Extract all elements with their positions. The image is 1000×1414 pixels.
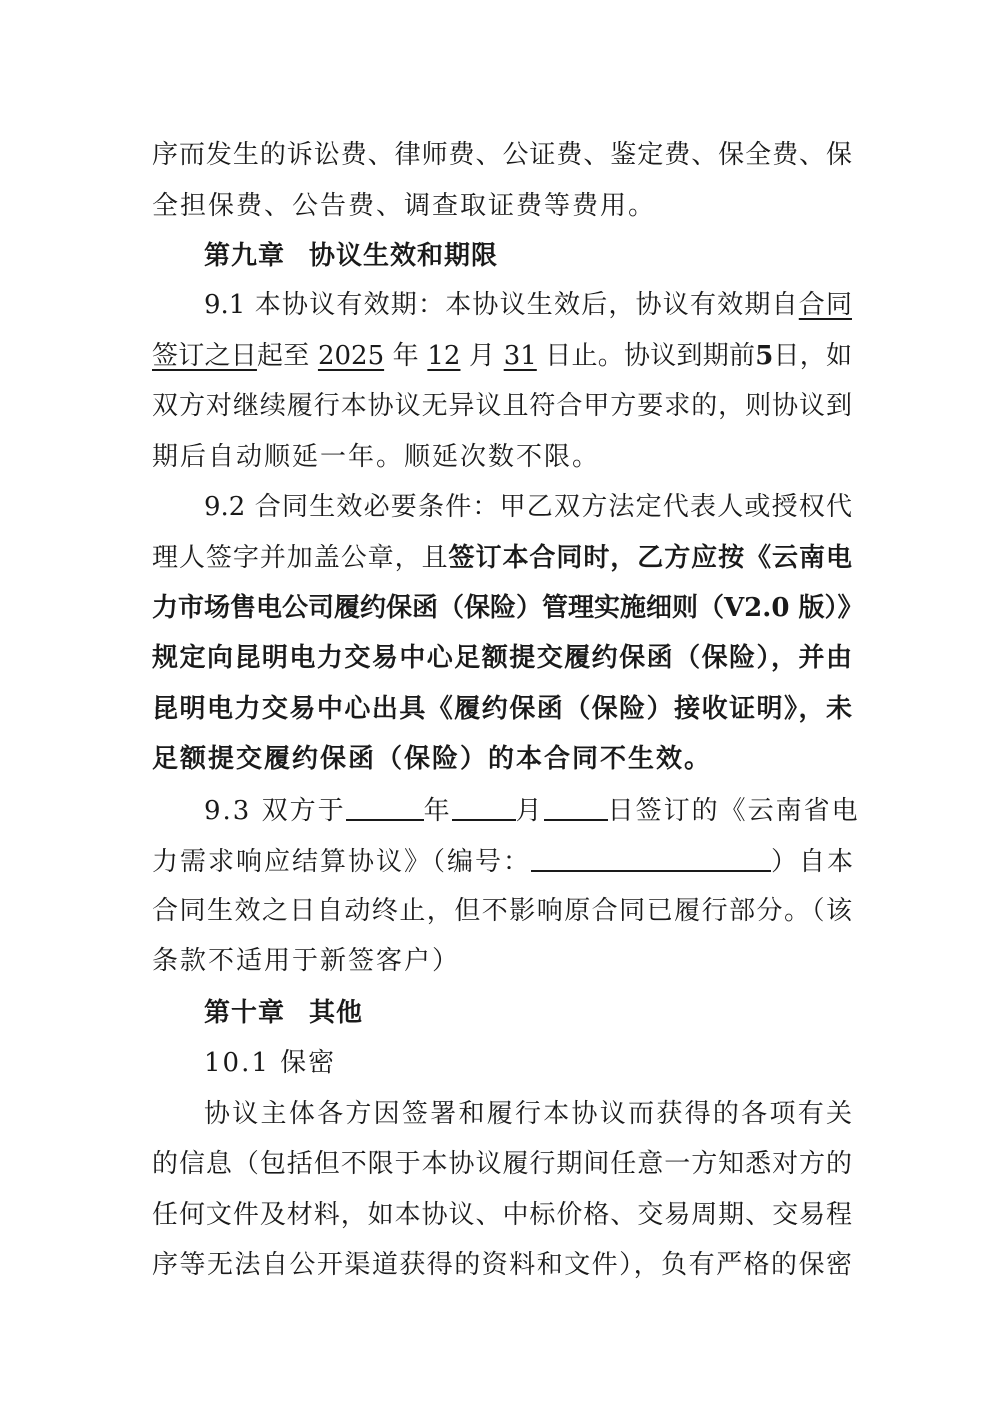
term-end-month: 12 — [427, 341, 461, 371]
clause-9-3-line: 力需求响应结算协议》（编号： ）自本 — [152, 844, 852, 879]
month-blank[interactable] — [452, 793, 516, 821]
clause-9-2-line: 9.2 合同生效必要条件：甲乙双方法定代表人或授权代 — [204, 492, 852, 522]
clause-9-1-line: 期后自动顺延一年。顺延次数不限。 — [152, 442, 601, 472]
notice-days: 5 — [755, 341, 774, 371]
clause-9-3-line: 9.3 双方于 年 月 日签订的《云南省电 — [204, 793, 852, 828]
chapter-number: 第九章 — [204, 241, 286, 271]
agreement-number-blank[interactable] — [531, 844, 771, 872]
chapter-number: 第十章 — [204, 998, 286, 1028]
chapter-9-heading — [204, 239, 852, 273]
paragraph-line: 全担保费、公告费、调查取证费等费用。 — [152, 191, 657, 221]
clause-10-1-line: 协议主体各方因签署和履行本协议而获得的各项有关 — [204, 1099, 852, 1129]
clause-9-3-line: 合同生效之日自动终止，但不影响原合同已履行部分。（该 — [152, 896, 852, 926]
clause-9-1-line: 签订之日起至 2025 年 12 月 31 日止。协议到期前5日，如 — [152, 341, 852, 371]
chapter-10-heading — [204, 996, 852, 1030]
clause-9-2-line: 规定向昆明电力交易中心足额提交履约保函（保险），并由 — [152, 643, 852, 673]
bold-text: 签订本合同时，乙方应按《云南电 — [448, 543, 852, 573]
term-end-day: 31 — [503, 341, 537, 371]
clause-9-2-line: 足额提交履约保函（保险）的本合同不生效。 — [152, 744, 713, 774]
clause-9-1-line: 9.1 本协议有效期：本协议生效后，协议有效期自合同 — [204, 290, 852, 320]
clause-10-1-line: 的信息（包括但不限于本协议履行期间任意一方知悉对方的 — [152, 1149, 852, 1179]
clause-9-3-line: 条款不适用于新签客户） — [152, 946, 461, 976]
clause-10-1-title: 10.1 保密 — [204, 1048, 337, 1078]
underlined-text: 签订之日 — [152, 341, 257, 371]
day-blank[interactable] — [544, 793, 608, 821]
clause-9-2-line: 力市场售电公司履约保函（保险）管理实施细则（V2.0 版）》 — [152, 593, 864, 623]
clause-10-1-line: 序等无法自公开渠道获得的资料和文件），负有严格的保密 — [152, 1250, 852, 1280]
clause-9-1-line: 双方对继续履行本协议无异议且符合甲方要求的，则协议到 — [152, 391, 852, 421]
clause-9-2-line: 昆明电力交易中心出具《履约保函（保险）接收证明》，未 — [152, 694, 852, 724]
year-blank[interactable] — [346, 793, 424, 821]
clause-10-1-line: 任何文件及材料，如本协议、中标价格、交易周期、交易程 — [152, 1200, 852, 1230]
chapter-title: 其他 — [309, 998, 364, 1028]
chapter-title: 协议生效和期限 — [309, 241, 499, 271]
term-end-year: 2025 — [317, 341, 385, 371]
clause-9-2-line: 理人签字并加盖公章，且签订本合同时，乙方应按《云南电 — [152, 543, 852, 573]
underlined-text: 合同 — [798, 290, 852, 320]
paragraph-line: 序而发生的诉讼费、律师费、公证费、鉴定费、保全费、保 — [152, 140, 852, 170]
